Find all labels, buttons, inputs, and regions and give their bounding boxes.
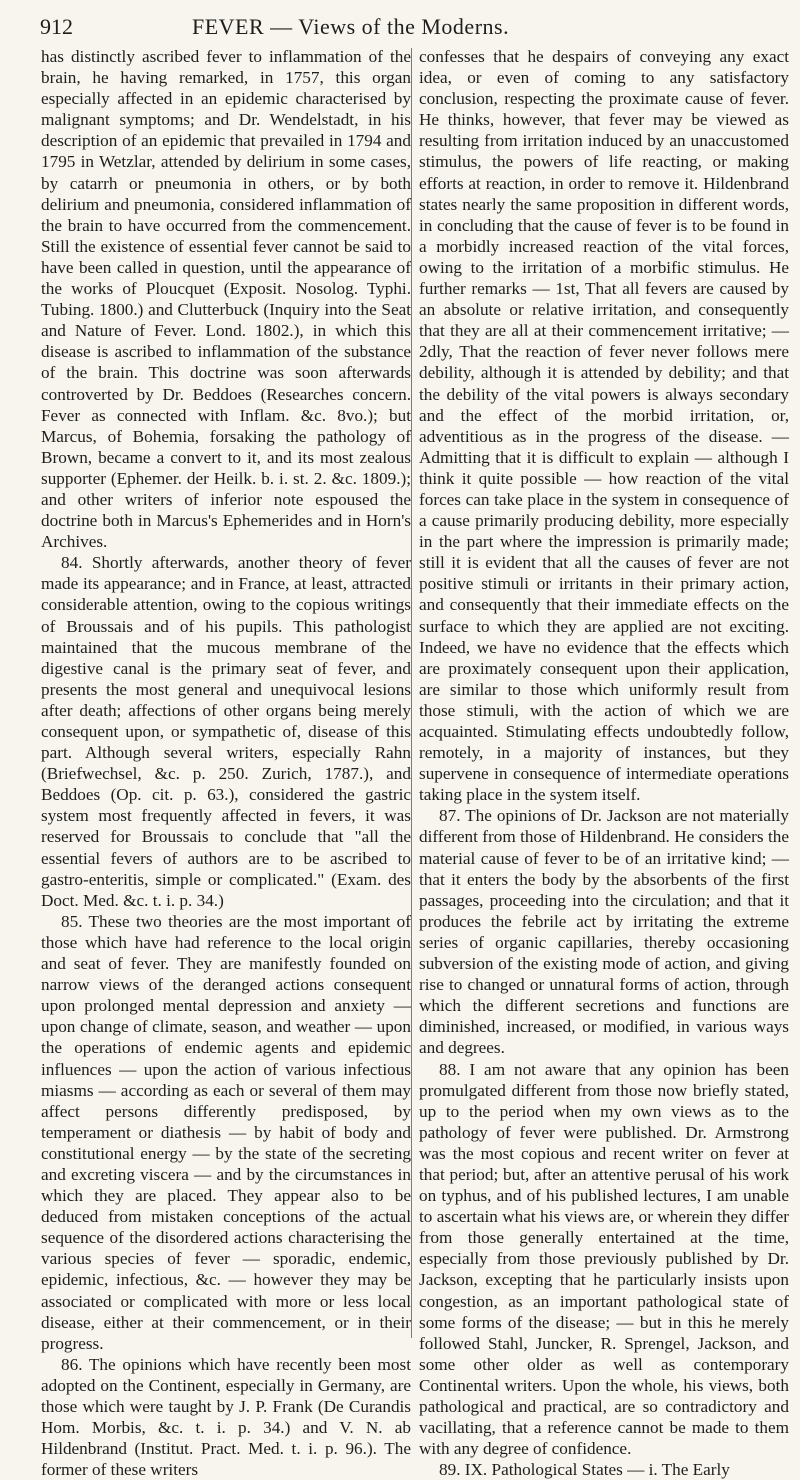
page-number: 912: [40, 14, 73, 39]
paragraph-86-continued: confesses that he despairs of conveying any exact idea, or even of coming to any satisfactory conclusion, respecting the proximate cause of fever. He thinks, however, that fever may be viewed as resulting from irritation induced by an unaccustomed stimulus, the powers of life reacting, or making efforts at reaction, in order to remove it. Hildenbrand states nearly the same proposition in different words, in concluding that the cause of fever is to be found in a morbidly increased reaction of the vital forces, owing to the irritation of a morbific stimulus. He further remarks — 1st, That all fevers are caused by an absolute or relative irritation, and consequently that they are all at their commencement irritative; — 2dly, That the reaction of fever never follows mere debility, although it is attended by debility; and that the debility of the vital powers is always secondary and the effect of the morbid irritation, or, adventitious as in the progress of the disease. — Admitting that it is difficult to explain — although I think it quite possible — how reaction of the vital forces can take place in the system in consequence of a cause primarily producing debility, more especially in the part where the impression is primarily made; still it is evident that all the causes of fever are not positive stimuli or irritants in their primary action, and consequently that their immediate effects on the surface to which they are applied are not exciting. Indeed, we have no evidence that the effects which are proximately consequent upon their application, are similar to those which uniformly result from those stimuli, with the action of which we are acquainted. Stimulating effects undoubtedly follow, remotely, in a majority of instances, but they supervene in consequence of intermediate operations taking place in the system itself.: [419, 47, 789, 805]
paragraph-88: 88. I am not aware that any opinion has been promulgated different from those now briefly stated, up to the period when my own views as to the pathology of fever were published. Dr. Armstrong was the most copious and recent writer on fever at that period; but, after an attentive perusal of his work on typhus, and of his published lectures, I am unable to ascertain what his views are, or wherein they differ from those generally entertained at the time, especially from those previously published by Dr. Jackson, excepting that he particularly insists upon congestion, as an important pathological state of some forms of the disease; — but in this he merely followed Stahl, Juncker, R. Sprengel, Jackson, and some other older as well as contemporary Continental writers. Upon the whole, his views, both pathological and practical, are so contradictory and vacillating, that a reference cannot be made to them with any degree of confidence.: [419, 1059, 789, 1459]
paragraph-87: 87. The opinions of Dr. Jackson are not materially different from those of Hildenbrand. He considers the material cause of fever to be of an irritative kind; — that it enters the body by the absorbents of the first passages, proceeding into the circulation; and that it produces the febrile act by irritating the extreme series of organic capillaries, thereby occasioning subversion of the existing mode of action, and giving rise to changed or unnatural forms of action, through which the different secretions and functions are diminished, increased, or modified, in various ways and degrees.: [419, 806, 789, 1058]
right-column: [419, 46, 789, 1480]
paragraph-86: 86. The opinions which have recently been most adopted on the Continent, especially in Germany, are those which were taught by J. P. Frank (De Curandis Hom. Morbis, &c. t. i. p. 34.) and V. N. ab Hildenbrand (Institut. Pract. Med. t. i. p. 96.). The former of these writers: [41, 1354, 411, 1480]
paragraph-85: 85. These two theories are the most important of those which have had reference to the local origin and seat of fever. They are manifestly founded on narrow views of the deranged actions consequent upon prolonged mental depression and anxiety — upon change of climate, season, and weather — upon the operations of endemic agents and epidemic influences — upon the action of various infectious miasms — according as each or several of them may affect persons differently predisposed, by temperament or diathesis — by habit of body and constitutional energy — by the state of the secreting and excreting viscera — and by the circumstances in which they are placed. They appear also to be deduced from mistaken conceptions of the actual sequence of the disordered actions characterising the various species of fever — sporadic, endemic, epidemic, infectious, &c. — however they may be associated or complicated with more or less local disease, either at their commencement, or in their progress.: [41, 911, 411, 1353]
column-divider: [411, 48, 412, 1338]
paragraph-89-heading: 89. IX. Pathological States — i. The Early: [439, 1460, 730, 1480]
page-header: [40, 12, 780, 42]
paragraph-continued: has distinctly ascribed fever to inflammation of the brain, he having remarked, in 1757, this organ especially affected in an epidemic characterised by malignant symptoms; and Dr. Wendelstadt, in his description of an epidemic that prevailed in 1794 and 1795 in Wetzlar, attended by delirium in some cases, by catarrh or pneumonia in others, or by both delirium and pneumonia, considered inflammation of the brain to have occurred from the commencement. Still the existence of essential fever cannot be said to have been called in question, until the appearance of the works of Ploucquet (Exposit. Nosolog. Typhi. Tubing. 1800.) and Clutterbuck (Inquiry into the Seat and Nature of Fever. Lond. 1802.), in which this disease is ascribed to inflammation of the substance of the brain. This doctrine was soon afterwards controverted by Dr. Beddoes (Researches concern. Fever as connected with Inflam. &c. 8vo.); but Marcus, of Bohemia, forsaking the pathology of Brown, became a convert to it, and its most zealous supporter (Ephemer. der Heilk. b. i. st. 2. &c. 1809.); and other writers of inferior note espoused the doctrine both in Marcus's Ephemerides and in Horn's Archives.: [41, 47, 411, 552]
paragraph-84: 84. Shortly afterwards, another theory of fever made its appearance; and in France, at least, attracted considerable attention, owing to the copious writings of Broussais and of his pupils. This pathologist maintained that the mucous membrane of the digestive canal is the primary seat of fever, and presents the most general and unequivocal lesions after death; affections of other organs being merely consequent upon, or sympathetic of, disease of this part. Although several writers, especially Rahn (Briefwechsel, &c. p. 250. Zurich, 1787.), and Beddoes (Op. cit. p. 63.), considered the gastric system most frequently affected in fevers, it was reserved for Broussais to conclude that "all the essential fevers of authors are to be ascribed to gastro-enteritis, simple or complicated." (Exam. des Doct. Med. &c. t. i. p. 34.): [41, 553, 411, 910]
left-column: [41, 46, 411, 1480]
running-title: FEVER — Views of the Moderns.: [192, 14, 510, 39]
